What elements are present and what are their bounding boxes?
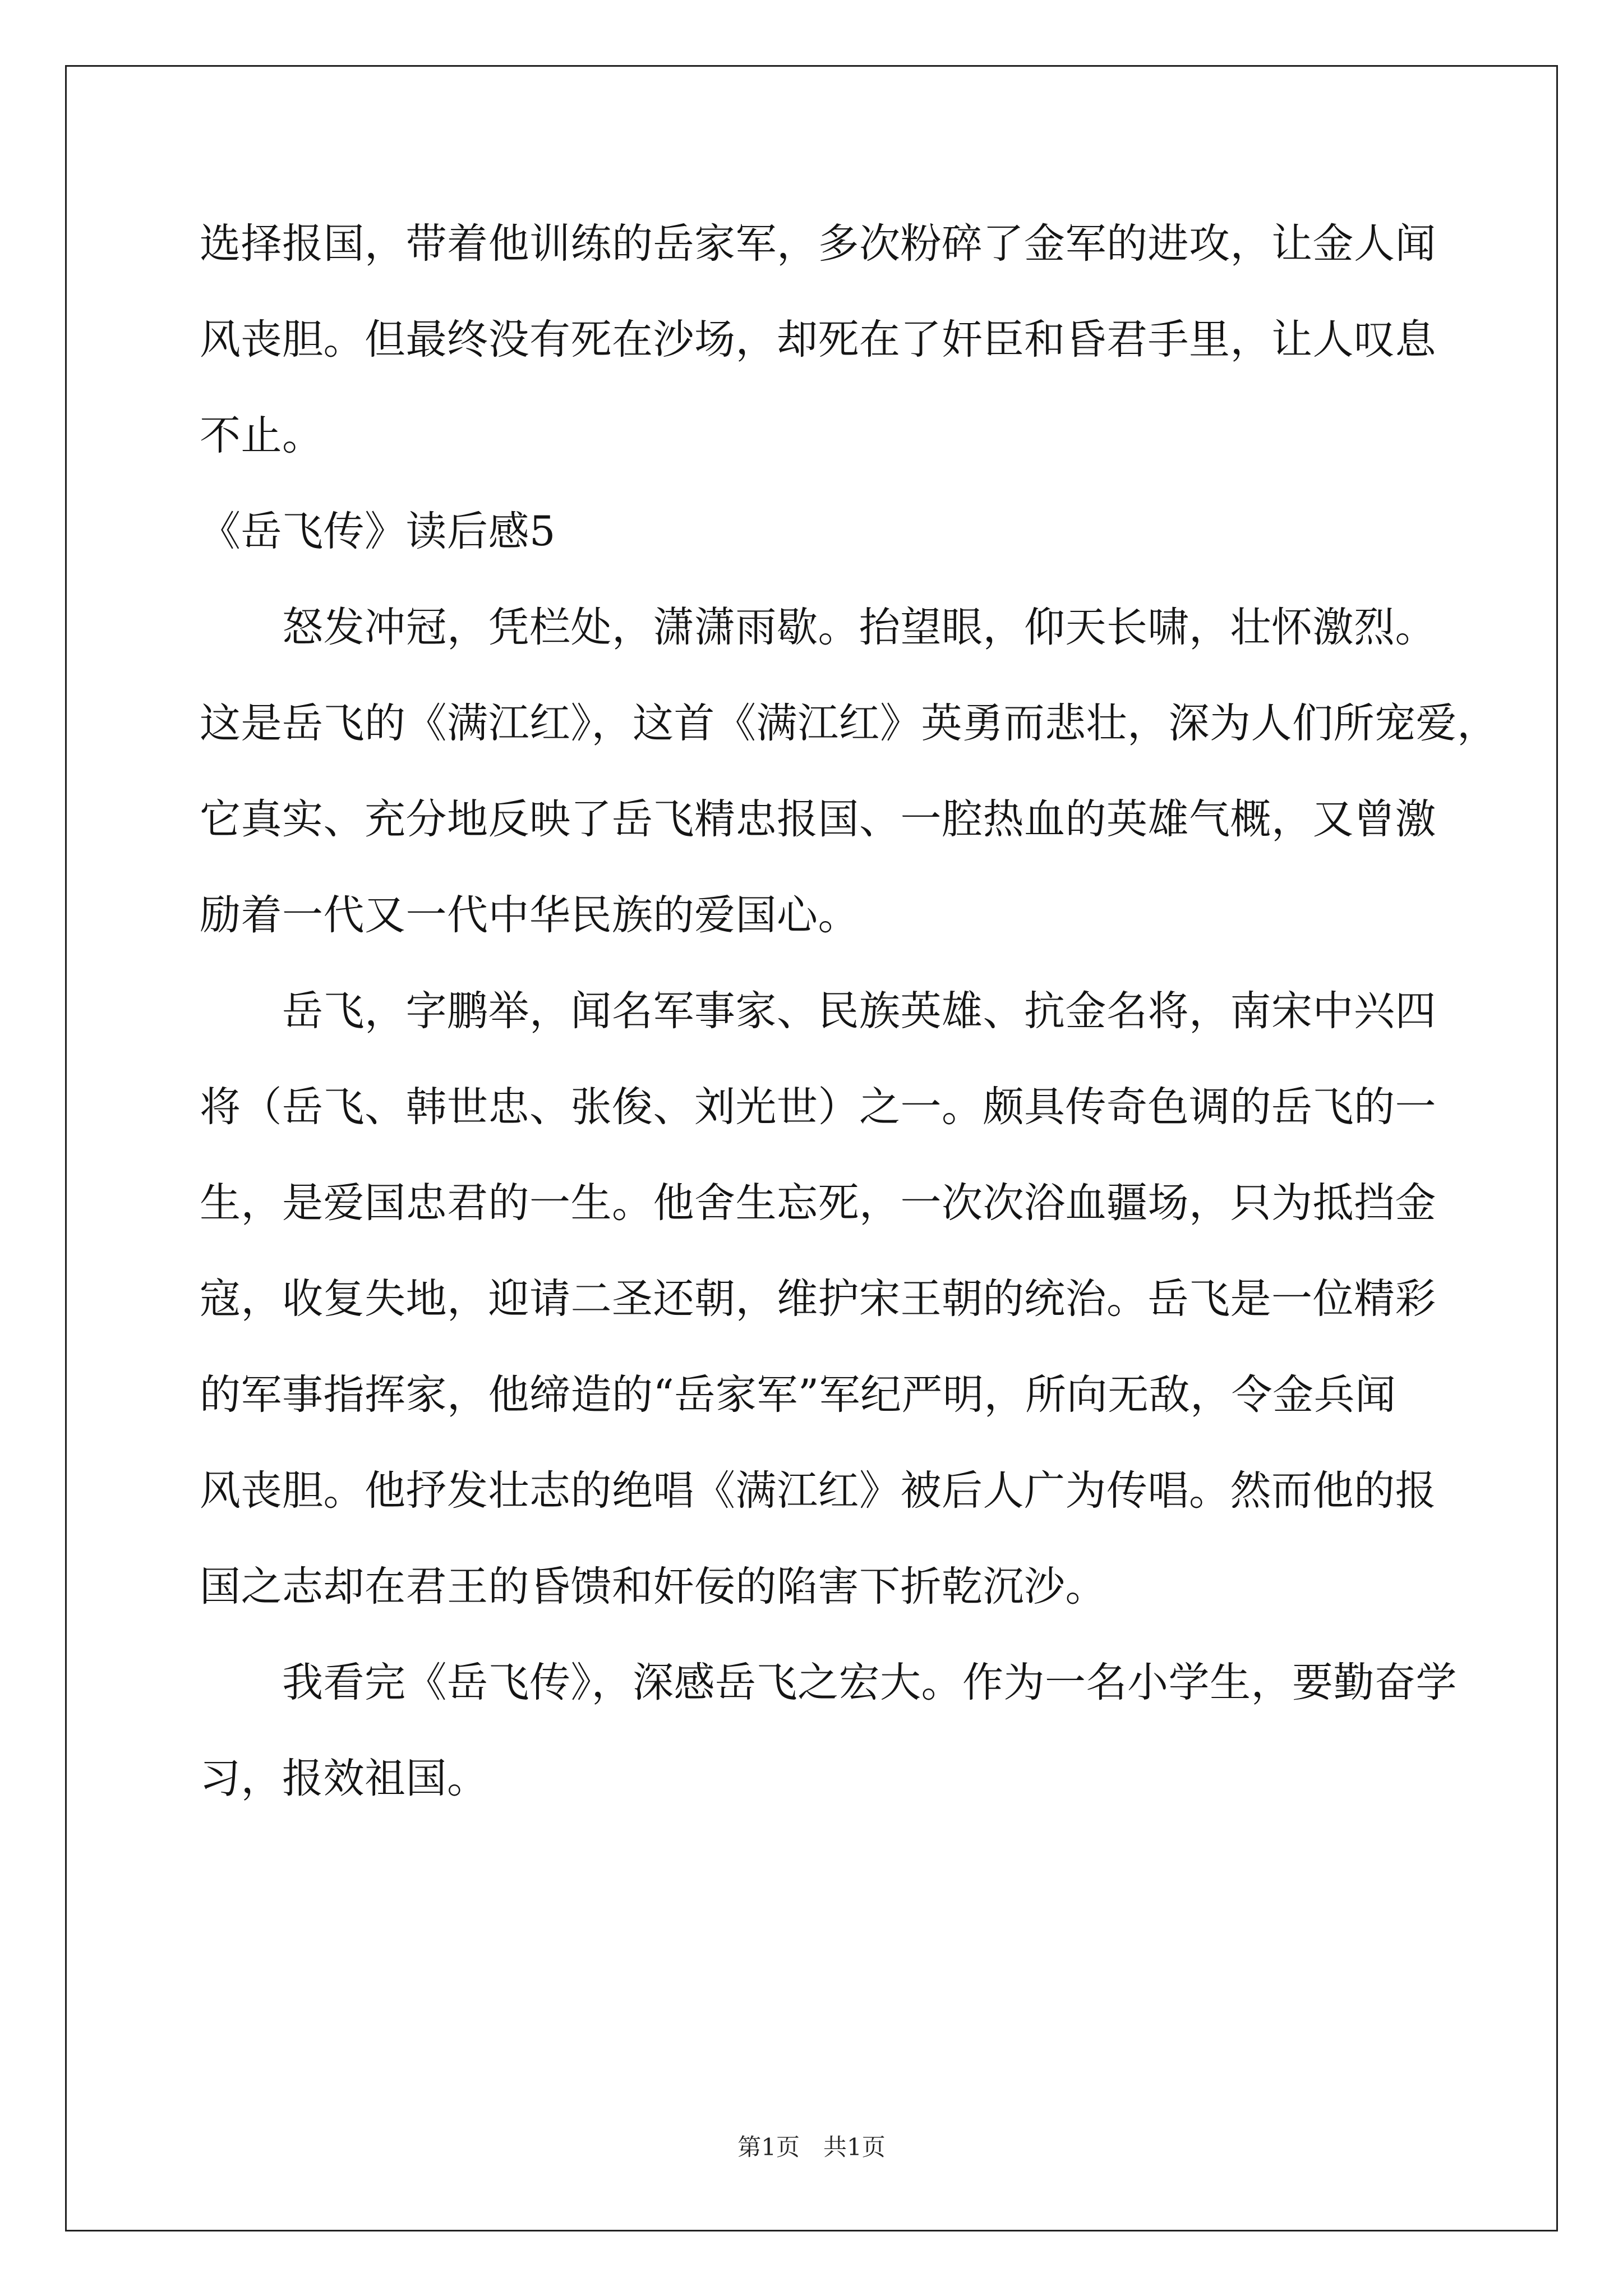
section-heading: 《岳飞传》读后感5 (200, 508, 556, 555)
page-border (65, 65, 1558, 2231)
text-line: 将（岳飞、韩世忠、张俊、刘光世）之一。颇具传奇色调的岳飞的一 (200, 1083, 1436, 1131)
text-line: 这是岳飞的《满江红》，这首《满江红》英勇而悲壮，深为人们所宠爱， (200, 700, 1498, 747)
text-line: 生，是爱国忠君的一生。他舍生忘死，一次次浴血疆场，只为抵挡金 (200, 1179, 1436, 1227)
text-line: 寇，收复失地，迎请二圣还朝，维护宋王朝的统治。岳飞是一位精彩 (200, 1275, 1436, 1323)
text-line: 国之志却在君王的昏馈和奸佞的陷害下折乾沉沙。 (200, 1563, 1106, 1611)
text-line: 风丧胆。他抒发壮志的绝唱《满江红》被后人广为传唱。然而他的报 (200, 1467, 1436, 1515)
text-line: 我看完《岳飞传》，深感岳飞之宏大。作为一名小学生，要勤奋学 (200, 1659, 1457, 1706)
text-line: 的军事指挥家，他缔造的“岳家军”军纪严明，所向无敌，令金兵闻 (200, 1371, 1396, 1419)
text-line: 励着一代又一代中华民族的爱国心。 (200, 891, 859, 939)
text-line: 风丧胆。但最终没有死在沙场，却死在了奸臣和昏君手里，让人叹息 (200, 316, 1436, 364)
text-line: 选择报国，带着他训练的岳家军，多次粉碎了金军的进攻，让金人闻 (200, 220, 1436, 268)
text-line: 习，报效祖国。 (200, 1755, 488, 1802)
text-line: 不止。 (200, 412, 324, 459)
text-line: 怒发冲冠，凭栏处，潇潇雨歇。抬望眼，仰天长啸，壮怀激烈。 (200, 604, 1436, 651)
text-line: 它真实、充分地反映了岳飞精忠报国、一腔热血的英雄气概，又曾激 (200, 795, 1436, 843)
page-number-footer: 第1页 共1页 (737, 2133, 886, 2161)
text-line: 岳飞，字鹏举，闻名军事家、民族英雄、抗金名将，南宋中兴四 (200, 987, 1436, 1035)
